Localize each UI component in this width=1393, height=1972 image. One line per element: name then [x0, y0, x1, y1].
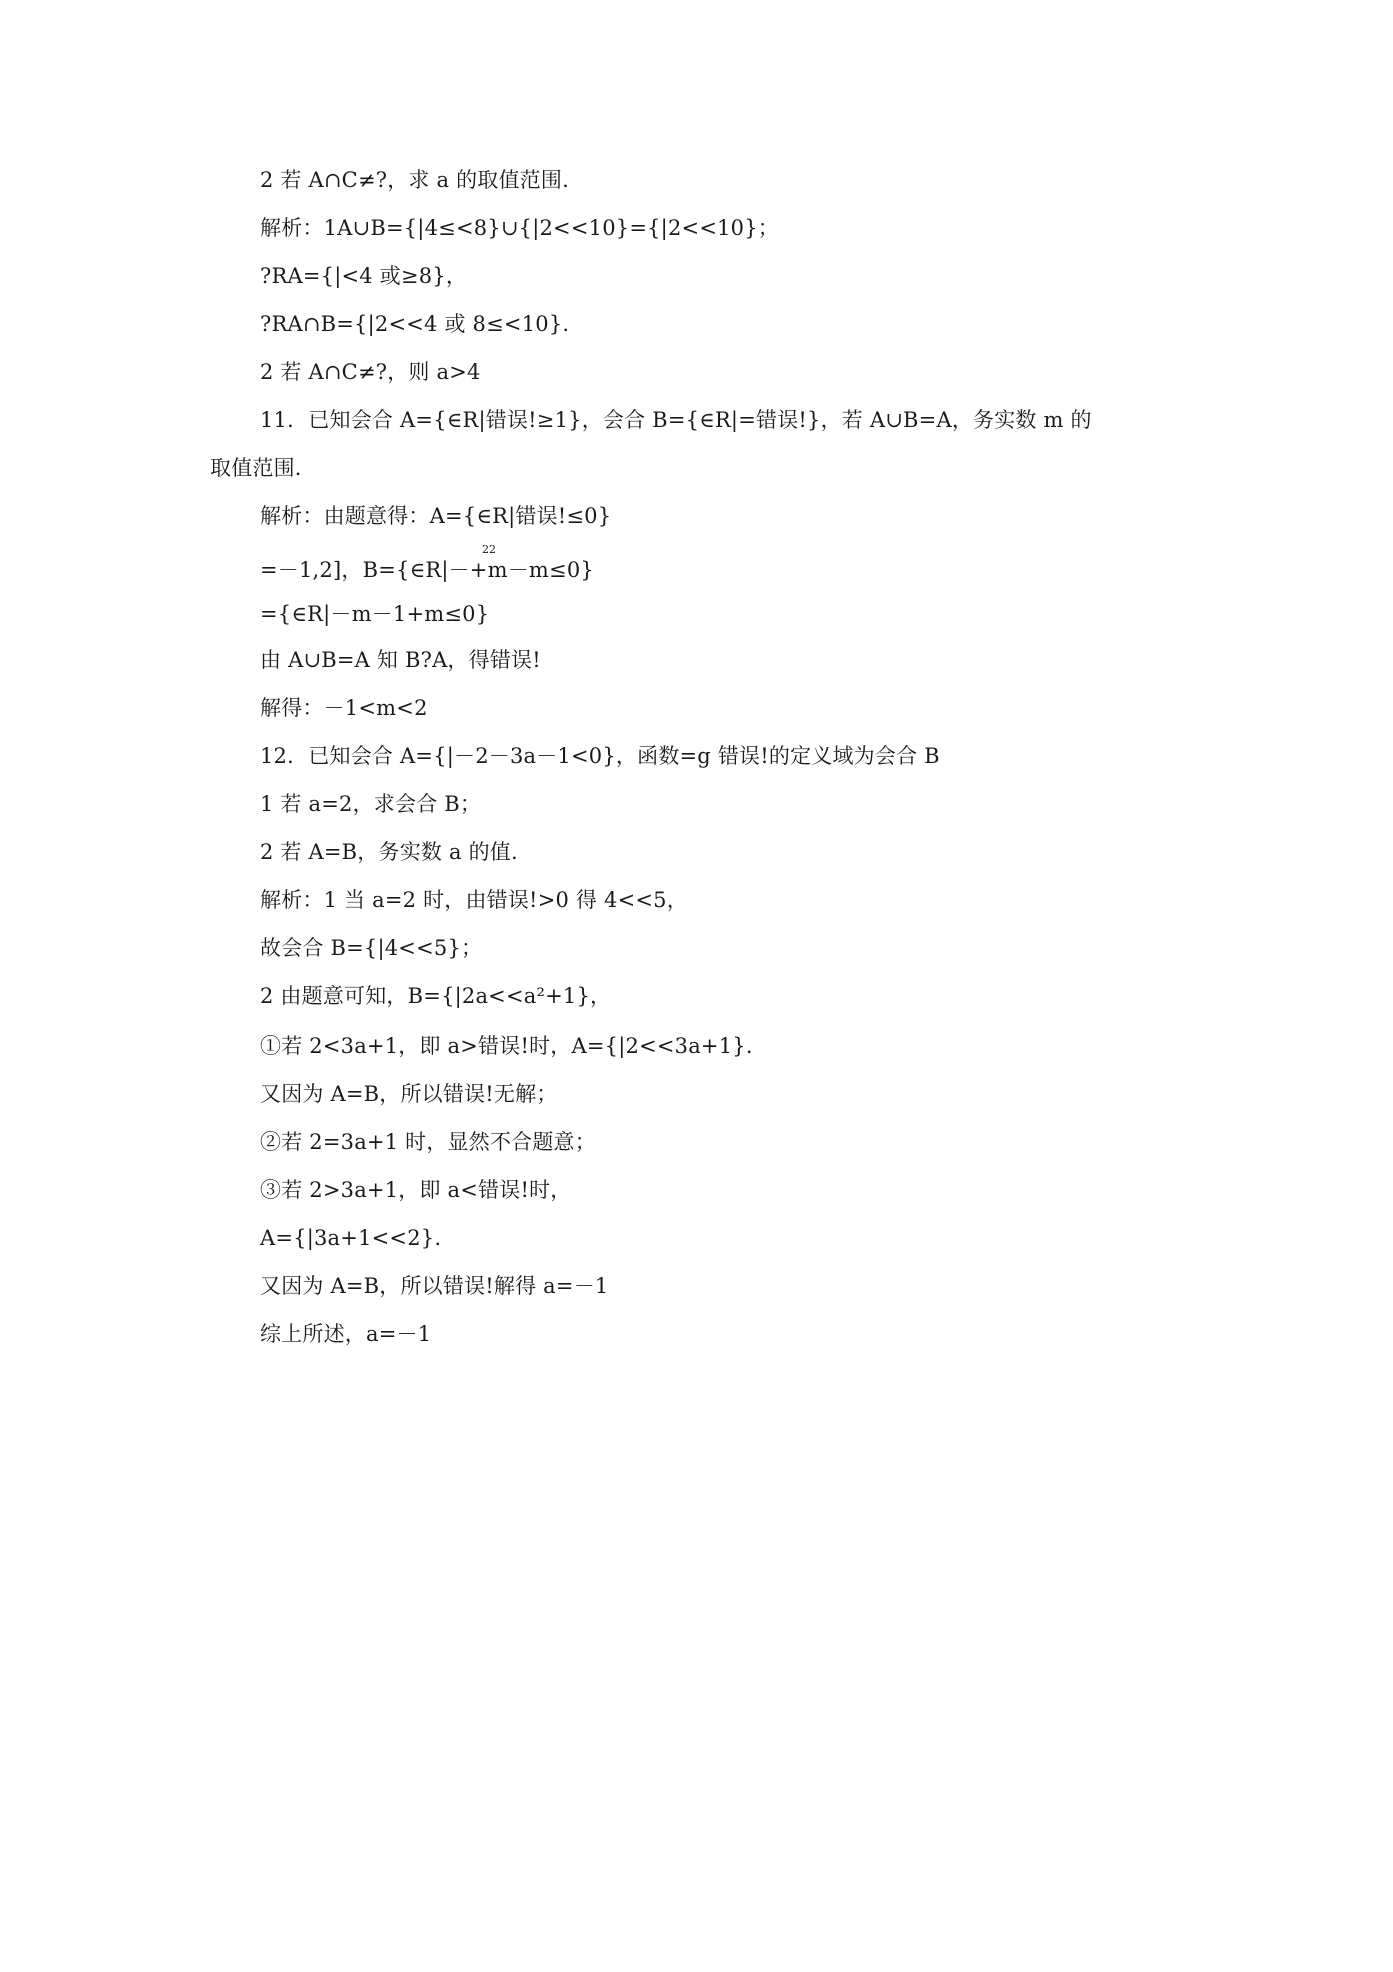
text-line: 由 A∪B=A 知 B?A，得错误!: [260, 648, 541, 672]
text-line: 综上所述，a=－1: [260, 1322, 432, 1346]
text-line: 解析：由题意得：A={∈R|错误!≤0}: [260, 504, 612, 528]
text-line: 故会合 B={|4<<5}；: [260, 936, 483, 960]
text-line: 2 若 A=B，务实数 a 的值.: [260, 840, 518, 864]
text-line: 1 若 a=2，求会合 B；: [260, 792, 482, 816]
text-line: ?RA∩B={|2<<4 或 8≤<10}.: [260, 312, 570, 336]
question-12: 12．已知会合 A={|－2－3a－1<0}，函数=g 错误!的定义域为会合 B: [260, 744, 940, 768]
text-line: ②若 2=3a+1 时，显然不合题意；: [260, 1130, 596, 1154]
text-line: 又因为 A=B，所以错误!解得 a=－1: [260, 1274, 609, 1298]
text-line: 又因为 A=B，所以错误!无解；: [260, 1082, 558, 1106]
text-line: 2 若 A∩C≠?，求 a 的取值范围.: [260, 168, 569, 192]
text-line: 解析：1 当 a=2 时，由错误!>0 得 4<<5，: [260, 888, 688, 912]
text-line: A={|3a+1<<2}.: [260, 1226, 442, 1250]
text-line: ③若 2>3a+1，即 a<错误!时，: [260, 1178, 572, 1202]
question-11: 11．已知会合 A={∈R|错误!≥1}，会合 B={∈R|=错误!}，若 A∪B=A，务实数 m 的: [260, 408, 1092, 432]
text-line: ①若 2<3a+1，即 a>错误!时，A={|2<<3a+1}.: [260, 1034, 753, 1058]
text-line: =－1,2]，B={∈R|－+m－m≤0}: [260, 558, 594, 582]
text-line: 2 由题意可知，B={|2a<<a²+1}，: [260, 984, 612, 1008]
text-line: 解析：1A∪B={|4≤<8}∪{|2<<10}={|2<<10}；: [260, 216, 779, 240]
text-line: ?RA={|<4 或≥8}，: [260, 264, 468, 288]
text-line: 2 若 A∩C≠?，则 a>4: [260, 360, 481, 384]
text-line: 解得：－1<m<2: [260, 696, 428, 720]
text-line: 取值范围.: [210, 456, 302, 480]
superscript-label: 22: [482, 543, 496, 556]
text-line: ={∈R|－m－1+m≤0}: [260, 602, 490, 626]
